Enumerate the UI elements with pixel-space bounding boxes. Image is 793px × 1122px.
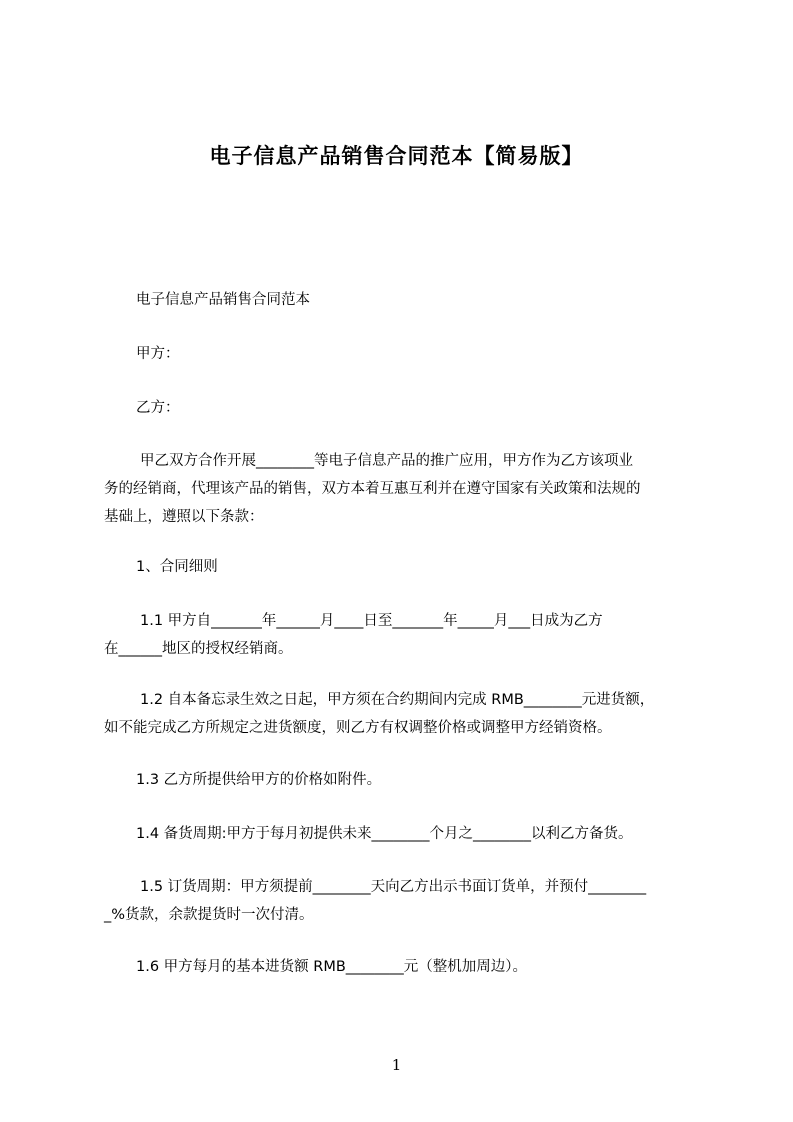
party-a-label: 甲方： (136, 346, 180, 362)
clause-1-4: 1.4 备货周期:甲方于每月初提供未来________个月之________以利乙方备货。 (136, 826, 633, 842)
clause-1-6: 1.6 甲方每月的基本进货额 RMB________元（整机加周边）。 (136, 959, 528, 975)
clause-1-5-line-1: 1.5 订货周期：甲方须提前________天向乙方出示书面订货单，并预付________ (140, 879, 647, 895)
party-b-label: 乙方： (136, 400, 180, 416)
intro-line-1: 甲乙双方合作开展________等电子信息产品的推广应用，甲方作为乙方该项业 (140, 453, 633, 469)
page-number: 1 (391, 1056, 402, 1074)
section-heading-1: 1、合同细则 (136, 559, 218, 575)
intro-line-3: 基础上，遵照以下条款： (104, 509, 264, 525)
clause-1-1-line-2: 在______地区的授权经销商。 (104, 641, 293, 657)
clause-1-2-line-1: 1.2 自本备忘录生效之日起，甲方须在合约期间内完成 RMB________元进货额， (140, 692, 655, 708)
contract-heading: 电子信息产品销售合同范本 (136, 292, 310, 308)
document-title: 电子信息产品销售合同范本【简易版】 (209, 144, 584, 168)
intro-line-2: 务的经销商，代理该产品的销售，双方本着互惠互利并在遵守国家有关政策和法规的 (104, 481, 641, 497)
clause-1-3: 1.3 乙方所提供给甲方的价格如附件。 (136, 772, 382, 788)
clause-1-5-line-2: _%货款，余款提货时一次付清。 (104, 907, 314, 923)
clause-1-2-line-2: 如不能完成乙方所规定之进货额度，则乙方有权调整价格或调整甲方经销资格。 (104, 720, 612, 736)
clause-1-1-line-1: 1.1 甲方自_______年______月____日至_______年_____月___日成为乙方 (140, 613, 603, 629)
